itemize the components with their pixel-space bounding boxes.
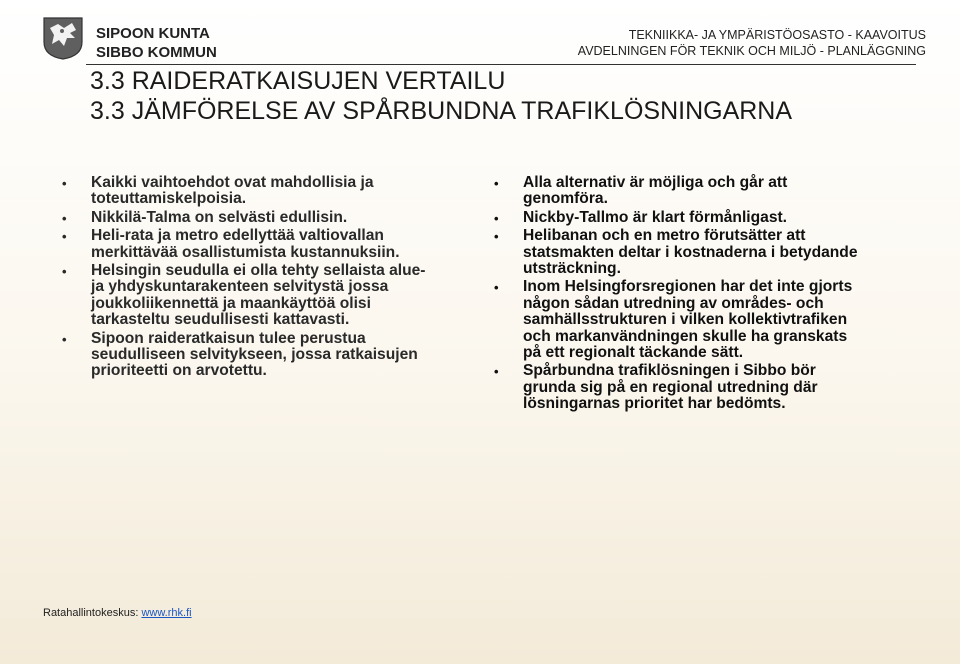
bullet-dot-icon: • [62,331,67,347]
footer-label: Ratahallintokeskus: [43,607,142,619]
bullet-item [494,228,914,277]
bullet-item [494,279,914,361]
bullet-dot-icon: • [494,229,499,245]
finnish-bullet-list [62,175,462,382]
bullet-item [494,210,914,226]
bullet-line: Spårbundna trafiklösningen i Sibbo bör [523,362,816,380]
bullet-line: prioriteetti on arvotettu. [91,362,267,380]
bullet-dot-icon: • [62,176,67,191]
bullet-line: Sipoon raideratkaisun tulee perustua [91,329,366,347]
bullet-line: joukkoliikennettä ja maankäyttöä olisi [91,294,371,312]
bullet-line: samhällsstrukturen i vilken kollektivtrafiken [523,311,848,329]
bullet-dot-icon: • [62,229,67,245]
bullet-item [494,175,914,208]
title-line: 3.3 RAIDERATKAISUJEN VERTAILU [90,67,506,95]
header-divider [86,64,916,65]
bullet-item [62,228,462,261]
bullet-line: genomföra. [523,190,608,208]
bullet-item [62,331,462,380]
bullet-dot-icon: • [494,176,499,191]
bullet-line: Nickby-Tallmo är klart förmånligast. [523,208,788,226]
bullet-line: någon sådan utredning av områdes- och [523,294,824,312]
bullet-line: Inom Helsingforsregionen har det inte gjorts [523,278,853,296]
organization-name [96,24,217,62]
bullet-line: statsmakten deltar i kostnaderna i betydande [523,243,858,261]
bullet-line: Nikkilä-Talma on selvästi edullisin. [91,208,348,226]
bullet-line: tarkasteltu seudullisesti kattavasti. [91,311,350,329]
bullet-item [62,210,462,226]
bullet-line: seudulliseen selvitykseen, jossa ratkaisujen [91,346,418,364]
bullet-dot-icon: • [62,210,67,226]
page-title [90,66,792,126]
bullet-line: Heli-rata ja metro edellyttää valtiovallan [91,227,384,245]
bullet-line: ja yhdyskuntarakenteen selvitystä jossa [91,278,389,296]
dept-line: TEKNIIKKA- JA YMPÄRISTÖOSASTO - KAAVOITUS [628,28,926,42]
bullet-line: grunda sig på en regional utredning där [523,378,818,396]
bullet-dot-icon: • [494,280,499,296]
department-name [578,27,926,59]
bullet-line: utsträckning. [523,260,621,278]
bullet-line: Helibanan och en metro förutsätter att [523,227,806,245]
dept-line: AVDELNINGEN FÖR TEKNIK OCH MILJÖ - PLANLÄGGNING [577,44,926,58]
bullet-line: toteuttamiskelpoisia. [91,190,247,208]
bullet-line: merkittävää osallistumista kustannuksiin. [91,243,400,261]
bullet-line: Kaikki vaihtoehdot ovat mahdollisia ja [91,174,374,191]
org-line: SIBBO KOMMUN [96,44,217,61]
bullet-item [62,263,462,329]
org-line: SIPOON KUNTA [96,25,210,42]
bullet-line: på ett regionalt täckande sätt. [523,344,744,362]
municipal-coat-of-arms-icon [42,16,84,60]
bullet-dot-icon: • [494,364,499,380]
bullet-dot-icon: • [494,210,499,226]
footer-link[interactable]: www.rhk.fi [141,607,192,619]
bullet-line: Helsingin seudulla ei olla tehty sellaista alue- [91,262,426,280]
bullet-line: Alla alternativ är möjliga och går att [523,174,788,191]
bullet-item [62,175,462,208]
title-line: 3.3 JÄMFÖRELSE AV SPÅRBUNDNA TRAFIKLÖSNINGARNA [90,97,793,125]
bullet-line: och markanvändningen skulle ha granskats [523,327,848,345]
bullet-item [494,363,914,412]
header [0,0,960,66]
swedish-bullet-list [494,175,914,415]
footer [43,607,192,619]
bullet-line: lösningarnas prioritet har bedömts. [523,395,786,413]
bullet-dot-icon: • [62,264,67,280]
